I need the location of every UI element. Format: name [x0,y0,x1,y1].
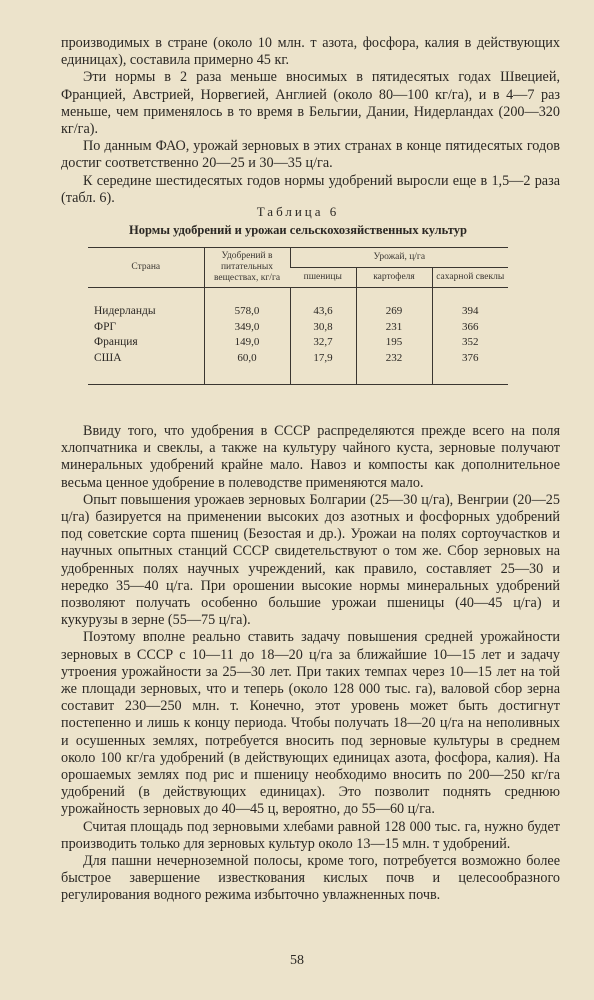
cell-wheat: 43,6 [290,288,356,320]
cell-fertilizer: 578,0 [204,288,290,320]
cell-wheat: 32,7 [290,335,356,351]
cell-potato: 232 [356,351,432,385]
paragraph: Считая площадь под зерновыми хлебами равной 128 000 тыс. га, нужно будет производить только для зерновых культур около 13—15 млн. т удобрений. [61,818,560,852]
cell-sugar-beet: 394 [432,288,508,320]
top-text-block [61,35,560,207]
paragraph: К середине шестидесятых годов нормы удобрений выросли еще в 1,5—2 раза (табл. 6). [61,172,560,206]
cell-fertilizer: 149,0 [204,335,290,351]
table-row [88,288,508,320]
paragraph: Для пашни нечерноземной полосы, кроме того, потребуется возможно более быстрое завершение известкования кислых почв и целесообразного регулирования водного режима избыточно увлажненных почв. [61,853,560,904]
cell-country: США [88,351,204,385]
paragraph: Поэтому вполне реально ставить задачу повышения средней урожайности зерновых в СССР с 10—11 до 18—20 ц/га за ближайшие 10—15 лет и задачу утроения урожайности за 25—30 лет. При таких темпах через 10—15 лет на той же площади зерновых, что и теперь (около 128 000 тыс. га), валовой сбор зерна составит 230—250 млн. т. Конечно, этот уровень может быть достигнут постепенно и лишь к концу периода. Чтобы получать 18—20 ц/га на неполивных и осушенных землях, потребуется вносить под зерновые культуры в среднем около 100 кг/га удобрений (в действующих единицах азота, фосфора, калия). На орошаемых землях под рис и пшеницу необходимо вносить по 200—250 кг/га удобрений (в действующих единицах). Это позволит поднять среднюю урожайность зерновых до 40—45 ц, вероятно, до 55—60 ц/га. [61,629,560,818]
header-wheat: пшеницы [303,272,342,282]
header-country: Страна [131,262,161,272]
table-row [88,351,508,385]
cell-potato: 195 [356,335,432,351]
cell-wheat: 30,8 [290,320,356,336]
cell-sugar-beet: 352 [432,335,508,351]
paragraph: По данным ФАО, урожай зерновых в этих странах в конце пятидесятых годов достиг соответственно 20—25 и 30—35 ц/га. [61,138,560,172]
cell-country: Франция [94,336,138,348]
paragraph: производимых в стране (около 10 млн. т азота, фосфора, калия в действующих единицах), составила примерно 45 кг. [61,35,560,69]
cell-fertilizer: 60,0 [204,351,290,385]
paragraph: Эти нормы в 2 раза меньше вносимых в пятидесятых годах Швецией, Францией, Австрией, Норвегией, Англией (около 80—100 кг/га), и в 4—7 раз меньше, чем применялось в то время в Бельгии, Дании, Нидерландах (200—320 кг/га). [61,69,560,138]
cell-sugar-beet: 366 [432,320,508,336]
header-potato: картофеля [356,268,432,288]
table-row [88,335,508,351]
table-block [88,204,508,385]
cell-fertilizer: 349,0 [204,320,290,336]
fertilizer-yield-table [88,247,508,385]
cell-wheat: 17,9 [290,351,356,385]
table-row [88,320,508,336]
cell-country: Нидерланды [94,305,156,317]
header-yield-group: Урожай, ц/га [290,248,508,268]
table-caption: Таблица 6 [256,204,340,219]
cell-country: ФРГ [94,320,117,333]
paragraph: Опыт повышения урожаев зерновых Болгарии (25—30 ц/га), Венгрии (20—25 ц/га) базируется на применении высоких доз азотных и фосфорных удобрений под советские сорта пшениц (Безостая и др.). Урожаи на полях сортоучастков и научных опытных станций СССР свидетельствуют о том же. Сбор зерновых на удобренных полях научных учреждений, как правило, составляет 25—30 и нередко 35—40 ц/га. При орошении высокие нормы минеральных удобрений позволяют получать особенно большие урожаи пшеницы (40—45 ц/га) и кукурузы в зерне (55—75 ц/га). [61,491,560,629]
header-fertilizer: Удобрений в питательных веществах, кг/га [204,248,290,288]
cell-sugar-beet: 376 [432,351,508,385]
page-number: 58 [290,953,304,968]
paragraph: Ввиду того, что удобрения в СССР распределяются прежде всего на поля хлопчатника и свеклы, а также на культуру чайного куста, зерновые получают минеральных удобрений крайне мало. Навоз и компосты как дополнительное весьма ценное удобрение в полеводстве применяются мало. [61,423,560,491]
header-sugar-beet: сахарной свеклы [432,268,508,288]
table-title: Нормы удобрений и урожаи сельскохозяйственных культур [129,223,467,237]
cell-potato: 269 [356,288,432,320]
bottom-text-block [61,423,560,905]
cell-potato: 231 [356,320,432,336]
